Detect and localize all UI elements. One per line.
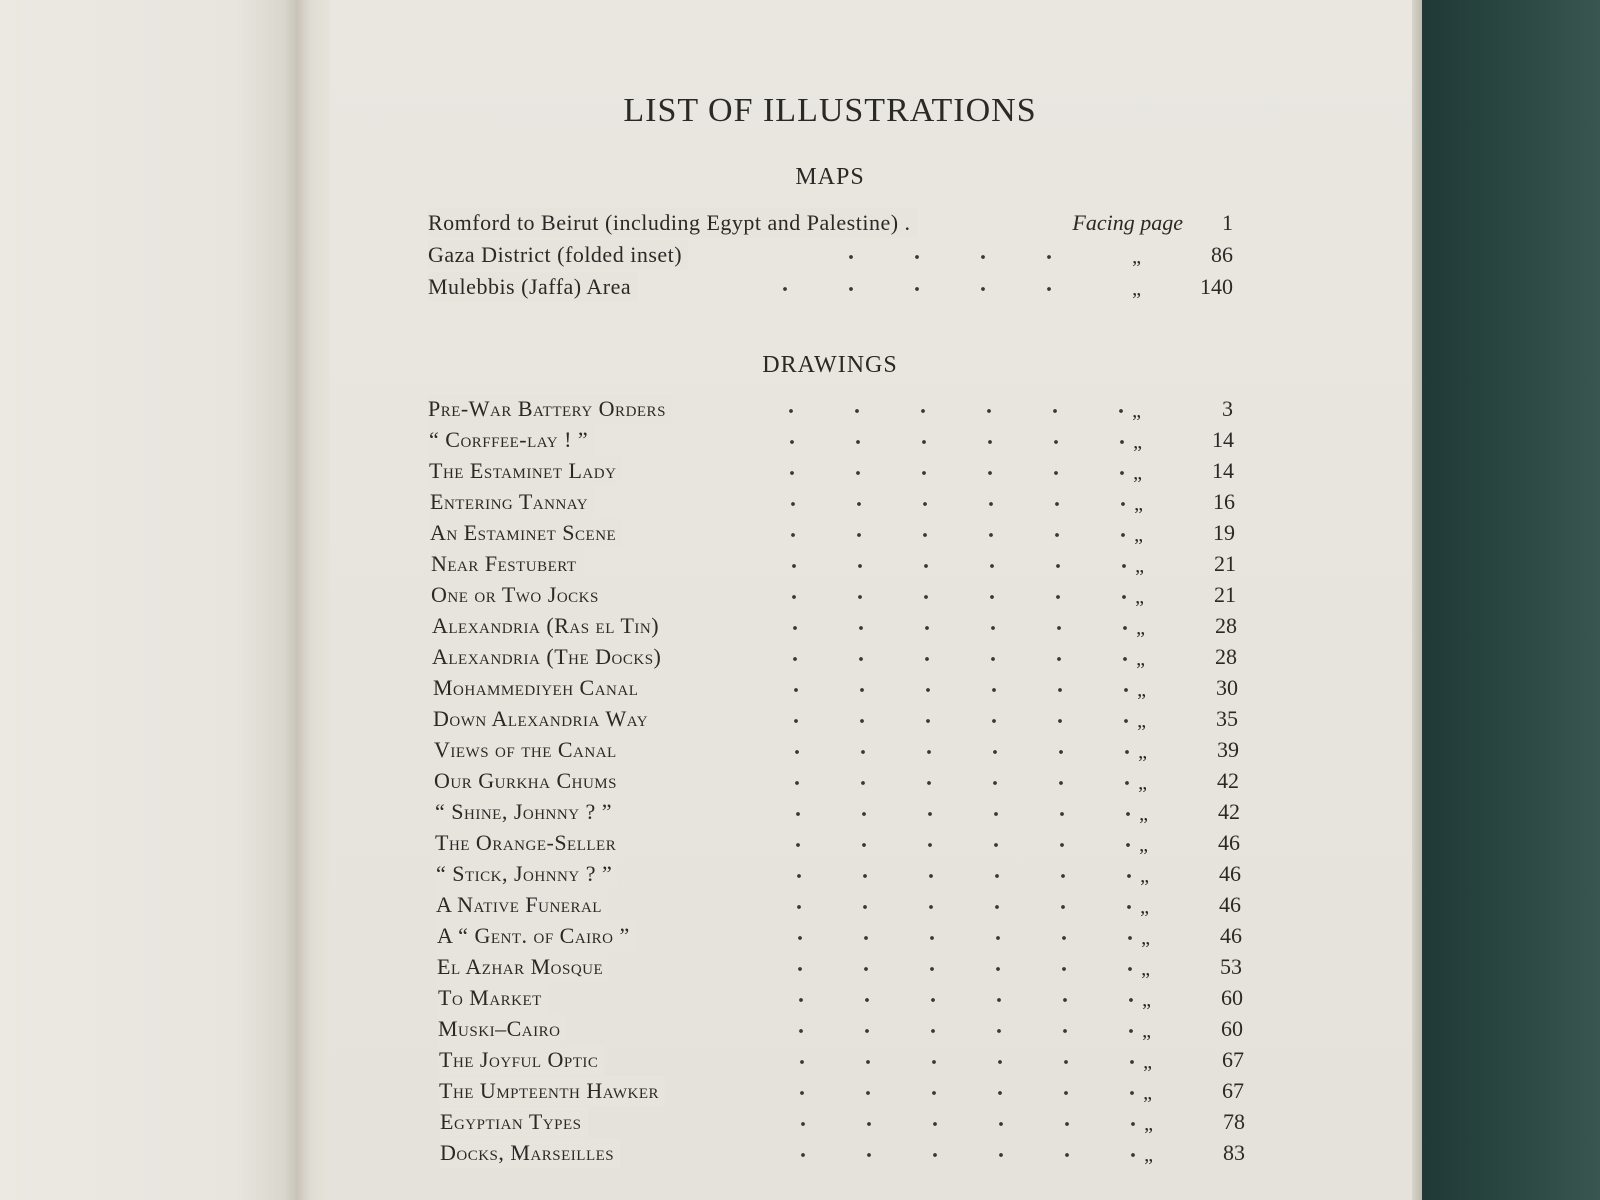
drawings-heading: DRAWINGS [762, 352, 898, 378]
dot-leader [760, 518, 1130, 548]
map-entry [428, 208, 1233, 238]
map-title: Gaza District (folded inset) [428, 240, 688, 270]
drawing-title: Mohammediyeh Canal [433, 673, 644, 703]
drawing-entry [433, 673, 1238, 703]
ditto-mark: „ [1134, 493, 1143, 515]
page-number: 67 [1222, 1047, 1244, 1072]
page-number: 21 [1214, 551, 1236, 576]
ditto-mark: „ [1135, 555, 1144, 577]
drawing-entry [435, 828, 1240, 858]
page-number: 16 [1213, 489, 1235, 514]
page-number: 83 [1223, 1140, 1245, 1165]
drawing-title: The Estaminet Lady [429, 456, 622, 486]
page-number: 46 [1218, 830, 1240, 855]
page-number: 60 [1221, 985, 1243, 1010]
dot-leader [761, 549, 1131, 579]
dot-leader [763, 673, 1133, 703]
page-number: 46 [1219, 892, 1241, 917]
ditto-mark: „ [1132, 278, 1141, 300]
dot-leader [763, 704, 1133, 734]
drawing-title: Down Alexandria Way [433, 704, 654, 734]
ditto-mark: „ [1144, 1144, 1153, 1166]
ditto-mark: „ [1139, 834, 1148, 856]
map-entry [428, 240, 1233, 270]
drawing-entry [435, 797, 1240, 827]
drawing-title: The Umpteenth Hawker [439, 1076, 665, 1106]
dot-leader [768, 983, 1138, 1013]
dot-leader [764, 766, 1134, 796]
drawing-entry [430, 487, 1235, 517]
drawing-entry [438, 1014, 1243, 1044]
page-number: 1 [1222, 210, 1233, 235]
drawing-entry [434, 766, 1239, 796]
ditto-mark: „ [1143, 1051, 1152, 1073]
ditto-mark: „ [1142, 1020, 1151, 1042]
drawing-entry [428, 394, 1233, 424]
drawing-title: Alexandria (The Docks) [432, 642, 667, 672]
ditto-mark: „ [1137, 710, 1146, 732]
dot-leader [769, 1045, 1139, 1075]
dot-leader [764, 735, 1134, 765]
page-title: LIST OF ILLUSTRATIONS [623, 92, 1037, 129]
map-title: Romford to Beirut (including Egypt and Palestine) . [428, 208, 917, 238]
drawing-title: El Azhar Mosque [437, 952, 609, 982]
page-number: 86 [1211, 242, 1233, 267]
drawing-entry [440, 1107, 1245, 1137]
drawing-entry [440, 1138, 1245, 1168]
drawing-title: “ Stick, Johnny ? ” [436, 859, 618, 889]
ditto-mark: „ [1136, 648, 1145, 670]
page-number: 67 [1222, 1078, 1244, 1103]
page-number: 28 [1215, 644, 1237, 669]
drawing-title: The Joyful Optic [439, 1045, 604, 1075]
drawing-entry [430, 518, 1235, 548]
ditto-mark: „ [1137, 679, 1146, 701]
dot-leader [758, 394, 1128, 424]
drawing-title: Egyptian Types [440, 1107, 588, 1137]
dot-leader [767, 952, 1137, 982]
dot-leader [759, 425, 1129, 455]
dot-leader [770, 1138, 1140, 1168]
dot-leader [768, 1014, 1138, 1044]
page-number: 30 [1216, 675, 1238, 700]
left-page [0, 0, 296, 1200]
dot-leader [760, 487, 1130, 517]
drawing-title: “ Corffee-lay ! ” [429, 425, 594, 455]
ditto-mark: „ [1138, 741, 1147, 763]
ditto-mark: „ [1132, 400, 1141, 422]
drawing-entry [431, 549, 1236, 579]
drawing-title: Near Festubert [431, 549, 583, 579]
drawing-entry [439, 1076, 1244, 1106]
drawing-entry [437, 952, 1242, 982]
drawing-title: One or Two Jocks [431, 580, 605, 610]
page-number: 14 [1212, 427, 1234, 452]
drawing-title: “ Shine, Johnny ? ” [435, 797, 618, 827]
page-number: 42 [1217, 768, 1239, 793]
dot-leader [761, 580, 1131, 610]
page-edge [1412, 0, 1422, 1200]
drawing-entry [432, 611, 1237, 641]
page-number: 46 [1219, 861, 1241, 886]
drawing-entry [432, 642, 1237, 672]
ditto-mark: „ [1144, 1113, 1153, 1135]
page-number: 53 [1220, 954, 1242, 979]
ditto-mark: „ [1133, 462, 1142, 484]
drawing-entry [436, 890, 1241, 920]
dot-leader [770, 1107, 1140, 1137]
dot-leader [766, 890, 1136, 920]
book-cover [1422, 0, 1600, 1200]
drawing-entry [431, 580, 1236, 610]
drawing-title: An Estaminet Scene [430, 518, 622, 548]
maps-heading: MAPS [795, 164, 865, 190]
drawing-entry [429, 425, 1234, 455]
ditto-mark: „ [1139, 803, 1148, 825]
page-number: 19 [1213, 520, 1235, 545]
drawing-title: Muski–Cairo [438, 1014, 566, 1044]
ditto-mark: „ [1134, 524, 1143, 546]
ditto-mark: „ [1136, 617, 1145, 639]
page-number: 21 [1214, 582, 1236, 607]
page-number: 14 [1212, 458, 1234, 483]
dot-leader [759, 456, 1129, 486]
map-title: Mulebbis (Jaffa) Area [428, 272, 637, 302]
dot-leader [762, 642, 1132, 672]
page-number: 46 [1220, 923, 1242, 948]
drawing-title: Alexandria (Ras el Tin) [432, 611, 665, 641]
drawing-title: Views of the Canal [434, 735, 623, 765]
dot-leader [765, 828, 1135, 858]
dot-leader [766, 859, 1136, 889]
facing-page-label: Facing page [1072, 210, 1183, 235]
drawing-title: A “ Gent. of Cairo ” [437, 921, 636, 951]
ditto-mark: „ [1143, 1082, 1152, 1104]
dot-leader [767, 921, 1137, 951]
drawing-entry [438, 983, 1243, 1013]
ditto-mark: „ [1138, 772, 1147, 794]
ditto-mark: „ [1142, 989, 1151, 1011]
page-number: 3 [1222, 396, 1233, 421]
dot-leader [752, 272, 1102, 302]
drawing-title: Entering Tannay [430, 487, 594, 517]
drawing-title: To Market [438, 983, 548, 1013]
page-number: 28 [1215, 613, 1237, 638]
drawing-title: Pre-War Battery Orders [428, 394, 672, 424]
page-number: 39 [1217, 737, 1239, 762]
dot-leader [765, 797, 1135, 827]
ditto-mark: „ [1141, 927, 1150, 949]
ditto-mark: „ [1133, 431, 1142, 453]
dot-leader [818, 240, 1098, 270]
drawing-title: Our Gurkha Chums [434, 766, 623, 796]
drawing-entry [433, 704, 1238, 734]
ditto-mark: „ [1132, 246, 1141, 268]
ditto-mark: „ [1135, 586, 1144, 608]
dot-leader [769, 1076, 1139, 1106]
drawing-entry [439, 1045, 1244, 1075]
drawing-entry [436, 859, 1241, 889]
page-number: 35 [1216, 706, 1238, 731]
ditto-mark: „ [1140, 896, 1149, 918]
drawing-title: Docks, Marseilles [440, 1138, 620, 1168]
drawing-entry [429, 456, 1234, 486]
page-number: 140 [1200, 274, 1233, 299]
drawing-title: The Orange-Seller [435, 828, 622, 858]
map-entry [428, 272, 1233, 302]
book-gutter [296, 0, 330, 1200]
page-number: 60 [1221, 1016, 1243, 1041]
dot-leader [762, 611, 1132, 641]
ditto-mark: „ [1141, 958, 1150, 980]
page-number: 78 [1223, 1109, 1245, 1134]
drawing-title: A Native Funeral [436, 890, 608, 920]
drawing-entry [434, 735, 1239, 765]
page-number: 42 [1218, 799, 1240, 824]
drawing-entry [437, 921, 1242, 951]
ditto-mark: „ [1140, 865, 1149, 887]
